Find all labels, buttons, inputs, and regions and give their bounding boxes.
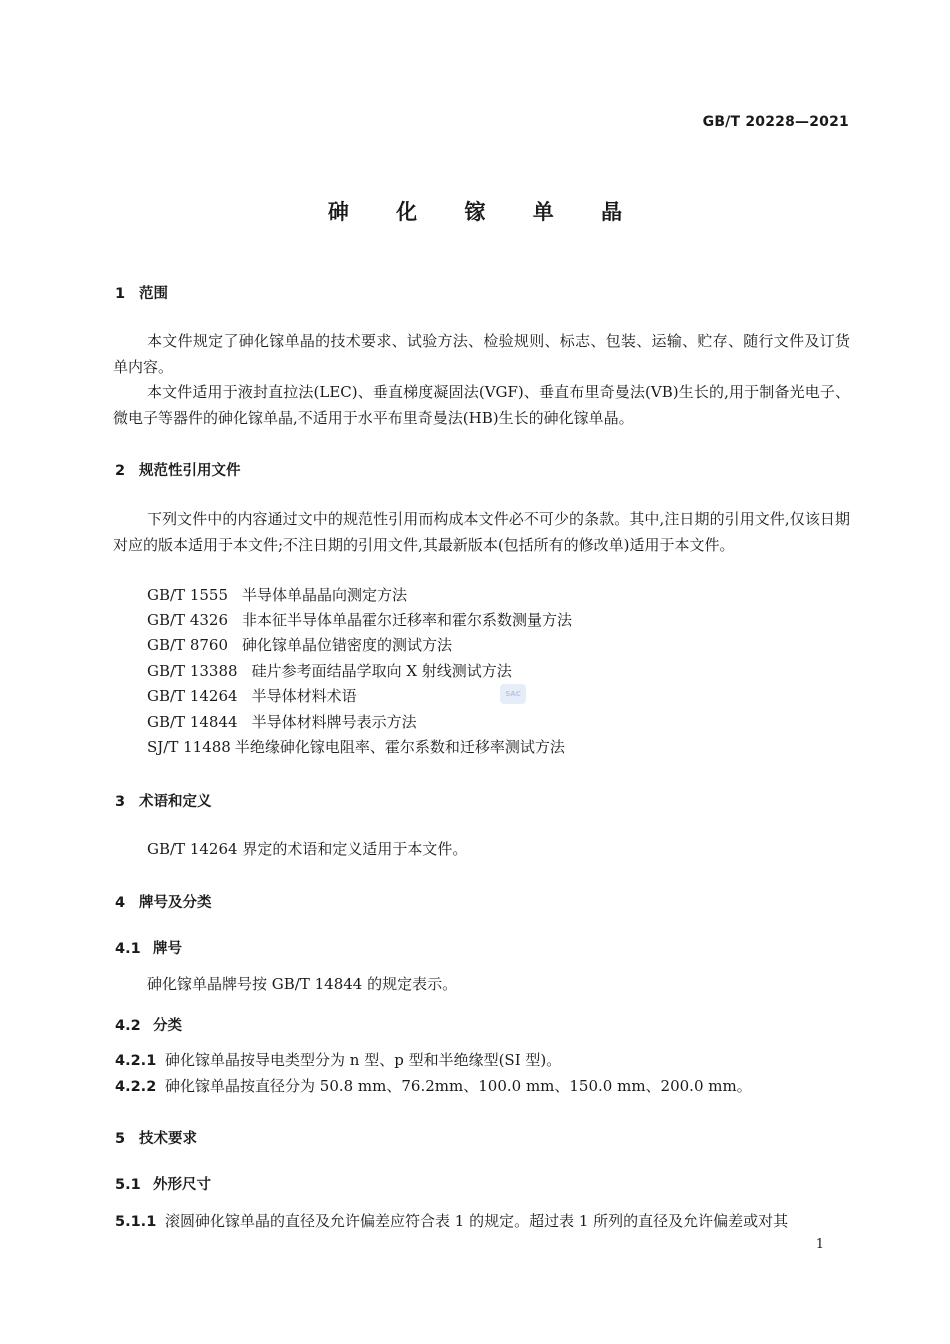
reference-title: 非本征半导体单晶霍尔迁移率和霍尔系数测量方法 bbox=[242, 611, 573, 629]
section-title: 分类 bbox=[153, 1018, 182, 1034]
section-title: 术语和定义 bbox=[139, 794, 212, 810]
clause-number: 4.2.2 bbox=[115, 1079, 157, 1095]
standard-number: GB/T 20228—2021 bbox=[702, 114, 849, 130]
reference-item bbox=[147, 736, 565, 757]
section-number: 2 bbox=[115, 463, 126, 479]
section-1-paragraph-1: 本文件规定了砷化镓单晶的技术要求、试验方法、检验规则、标志、包装、运输、贮存、随行文件及订货单内容。 bbox=[113, 332, 850, 376]
section-2-paragraph-1: 下列文件中的内容通过文中的规范性引用而构成本文件必不可少的条款。其中,注日期的引用文件,仅该日期对应的版本适用于本文件;不注日期的引用文件,其最新版本(包括所有的修改单)适用于本文件。 bbox=[113, 510, 850, 554]
reference-item bbox=[147, 711, 417, 732]
section-number: 4.1 bbox=[115, 941, 141, 957]
section-number: 4.2 bbox=[115, 1018, 141, 1034]
reference-title: 半导体单晶晶向测定方法 bbox=[242, 586, 408, 604]
reference-title: 硅片参考面结晶学取向 X 射线测试方法 bbox=[251, 662, 512, 680]
section-number: 3 bbox=[115, 794, 126, 810]
section-title: 范围 bbox=[139, 286, 168, 302]
clause-number: 4.2.1 bbox=[115, 1053, 157, 1069]
reference-code: GB/T 13388 bbox=[147, 662, 238, 680]
page-number: 1 bbox=[815, 1237, 824, 1252]
reference-code: SJ/T 11488 bbox=[147, 738, 231, 756]
section-4-2-heading bbox=[115, 1014, 182, 1035]
reference-code: GB/T 14844 bbox=[147, 713, 238, 731]
reference-code: GB/T 1555 bbox=[147, 586, 229, 604]
section-4-1-paragraph: 砷化镓单晶牌号按 GB/T 14844 的规定表示。 bbox=[147, 975, 458, 993]
reference-item bbox=[147, 685, 357, 706]
reference-code: GB/T 8760 bbox=[147, 636, 229, 654]
document-title: 砷 化 镓 单 晶 bbox=[327, 200, 643, 224]
section-5-1-heading bbox=[115, 1173, 211, 1194]
reference-item bbox=[147, 584, 407, 605]
clause-4-2-1 bbox=[115, 1049, 561, 1070]
sac-watermark-logo: SAC bbox=[500, 684, 526, 704]
clause-text: 砷化镓单晶按导电类型分为 n 型、p 型和半绝缘型(SI 型)。 bbox=[165, 1051, 562, 1069]
reference-item bbox=[147, 660, 512, 681]
reference-title: 半导体材料术语 bbox=[251, 687, 357, 705]
reference-title: 砷化镓单晶位错密度的测试方法 bbox=[242, 636, 453, 654]
clause-text: 砷化镓单晶按直径分为 50.8 mm、76.2mm、100.0 mm、150.0 mm、200.0 mm。 bbox=[165, 1077, 752, 1095]
section-title: 牌号及分类 bbox=[139, 895, 212, 911]
reference-title: 半绝缘砷化镓电阻率、霍尔系数和迁移率测试方法 bbox=[234, 738, 565, 756]
reference-code: GB/T 14264 bbox=[147, 687, 238, 705]
section-1-paragraph-2: 本文件适用于液封直拉法(LEC)、垂直梯度凝固法(VGF)、垂直布里奇曼法(VB)生长的,用于制备光电子、微电子等器件的砷化镓单晶,不适用于水平布里奇曼法(HB)生长的砷化镓单晶。 bbox=[113, 383, 850, 427]
section-4-heading bbox=[115, 891, 212, 912]
reference-item bbox=[147, 634, 452, 655]
section-4-1-heading bbox=[115, 937, 182, 958]
section-number: 5 bbox=[115, 1131, 126, 1147]
section-title: 外形尺寸 bbox=[153, 1177, 211, 1193]
reference-title: 半导体材料牌号表示方法 bbox=[251, 713, 417, 731]
section-3-paragraph-1: GB/T 14264 界定的术语和定义适用于本文件。 bbox=[147, 840, 468, 858]
clause-text: 滚圆砷化镓单晶的直径及允许偏差应符合表 1 的规定。超过表 1 所列的直径及允许偏差或对其 bbox=[165, 1212, 789, 1230]
section-title: 技术要求 bbox=[139, 1131, 197, 1147]
reference-code: GB/T 4326 bbox=[147, 611, 229, 629]
section-5-heading bbox=[115, 1127, 197, 1148]
reference-item bbox=[147, 609, 572, 630]
clause-4-2-2 bbox=[115, 1075, 752, 1096]
clause-number: 5.1.1 bbox=[115, 1214, 157, 1230]
section-2-heading bbox=[115, 459, 241, 480]
section-number: 4 bbox=[115, 895, 126, 911]
section-number: 5.1 bbox=[115, 1177, 141, 1193]
section-number: 1 bbox=[115, 286, 126, 302]
section-title: 牌号 bbox=[153, 941, 182, 957]
clause-5-1-1 bbox=[115, 1210, 788, 1231]
section-3-heading bbox=[115, 790, 212, 811]
section-title: 规范性引用文件 bbox=[139, 463, 241, 479]
section-1-heading bbox=[115, 282, 168, 303]
